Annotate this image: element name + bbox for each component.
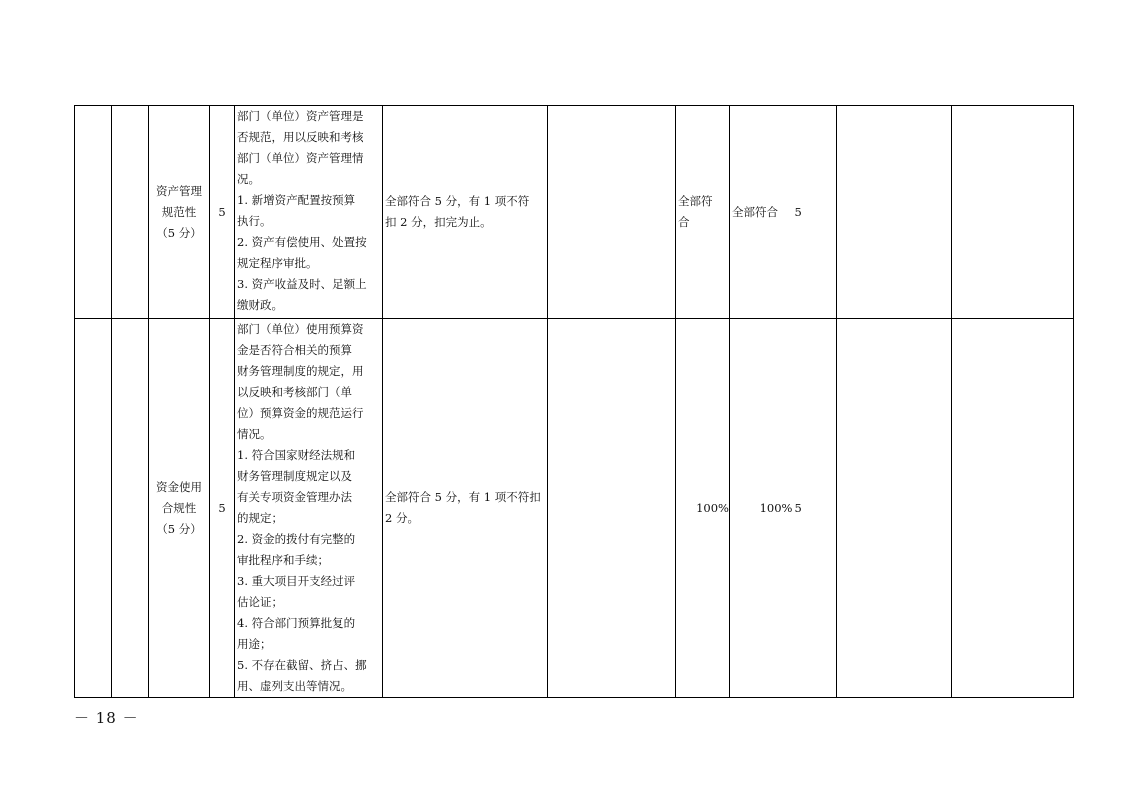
description-line: 1. 符合国家财经法规和: [237, 448, 356, 462]
description-line: 3. 重大项目开支经过评: [237, 574, 356, 588]
blank-cell: [548, 319, 676, 698]
description-line: 5. 不存在截留、挤占、挪: [237, 658, 367, 672]
level1-indicator-cell: [75, 106, 112, 319]
standard-line: 2 分。: [385, 511, 419, 525]
actual-value-cell: [730, 106, 793, 319]
description-line: 执行。: [237, 214, 272, 228]
target-line: 合: [678, 215, 690, 229]
description-line: 用、虚列支出等情况。: [237, 679, 352, 693]
description-line: 2. 资产有偿使用、处置按: [237, 235, 367, 249]
score-cell: [793, 106, 837, 319]
description-line: 4. 符合部门预算批复的: [237, 616, 356, 630]
indicator-name-line: 合规性: [161, 500, 197, 515]
level3-indicator-cell: [149, 106, 210, 319]
deduction-reason-cell: [837, 106, 952, 319]
description-line: 金是否符合相关的预算: [237, 343, 352, 357]
deduction-reason-cell: [837, 319, 952, 698]
description-line: 部门（单位）资产管理是: [237, 109, 364, 123]
remarks-cell: [952, 319, 1074, 698]
performance-evaluation-table: [74, 105, 1074, 698]
actual-value-cell: [730, 319, 793, 698]
level2-indicator-cell: [112, 106, 149, 319]
scoring-standard-cell: [383, 319, 548, 698]
table-row: [75, 319, 1074, 698]
description-line: 情况。: [237, 427, 272, 441]
scoring-standard-cell: [383, 106, 548, 319]
blank-cell: [548, 106, 676, 319]
description-line: 审批程序和手续；: [237, 553, 329, 567]
level1-indicator-cell: [75, 319, 112, 698]
description-line: 缴财政。: [237, 298, 283, 312]
score-text: 5: [794, 500, 802, 515]
description-line: 估论证；: [237, 595, 283, 609]
level2-indicator-cell: [112, 319, 149, 698]
standard-line: 全部符合 5 分，有 1 项不符: [385, 194, 530, 208]
description-line: 用途；: [237, 637, 272, 651]
description-line: 的规定；: [237, 511, 283, 525]
description-line: 以反映和考核部门（单: [237, 385, 352, 399]
description-line: 财务管理制度的规定，用: [237, 364, 364, 378]
indicator-name-line: 资金使用: [156, 479, 202, 494]
table-row: [75, 106, 1074, 319]
description-line: 规定程序审批。: [237, 256, 318, 270]
weight-cell: 5: [210, 319, 235, 698]
description-line: 3. 资产收益及时、足额上: [237, 277, 367, 291]
indicator-description-cell: [235, 319, 383, 698]
indicator-description-cell: [235, 106, 383, 319]
target-value-cell: [676, 106, 730, 319]
target-line: 100%: [696, 500, 729, 515]
standard-line: 扣 2 分，扣完为止。: [385, 215, 492, 229]
indicator-name-line: 资产管理: [156, 183, 202, 198]
description-line: 部门（单位）使用预算资: [237, 322, 364, 336]
weight-cell: 5: [210, 106, 235, 319]
level3-indicator-cell: [149, 319, 210, 698]
standard-line: 全部符合 5 分，有 1 项不符扣: [385, 490, 541, 504]
description-line: 否规范，用以反映和考核: [237, 130, 364, 144]
actual-text: 100%: [759, 500, 793, 515]
target-value-cell: [676, 319, 730, 698]
description-line: 况。: [237, 172, 260, 186]
description-line: 2. 资金的拨付有完整的: [237, 532, 356, 546]
score-text: 5: [794, 204, 802, 219]
page-number: － 18 －: [74, 709, 139, 727]
description-line: 位）预算资金的规范运行: [237, 406, 364, 420]
indicator-name-line: （5 分）: [156, 521, 202, 536]
description-line: 有关专项资金管理办法: [237, 490, 352, 504]
score-cell: [793, 319, 837, 698]
actual-text: 全部符合: [732, 204, 778, 219]
target-line: 全部符: [678, 194, 713, 208]
indicator-name-line: 规范性: [161, 204, 197, 219]
description-line: 财务管理制度规定以及: [237, 469, 352, 483]
description-line: 1. 新增资产配置按预算: [237, 193, 356, 207]
indicator-name-line: （5 分）: [156, 225, 202, 240]
remarks-cell: [952, 106, 1074, 319]
description-line: 部门（单位）资产管理情: [237, 151, 364, 165]
